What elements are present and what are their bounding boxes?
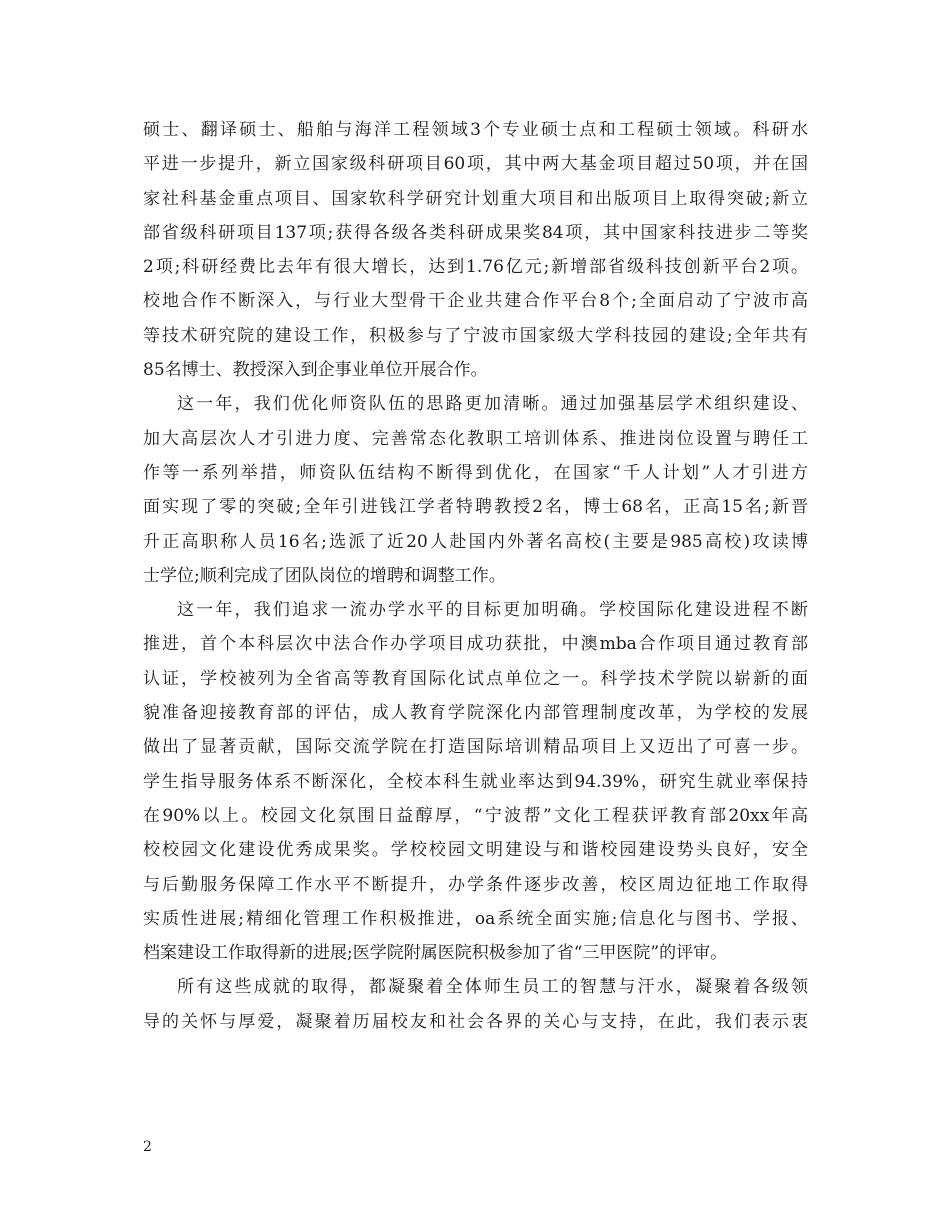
text-line: 在90%以上。校园文化氛围日益醇厚，“宁波帮”文化工程获评教育部20xx年高	[143, 805, 808, 826]
text-line: 导的关怀与厚爱，凝聚着历届校友和社会各界的关心与支持，在此，我们表示衷	[143, 1011, 808, 1032]
text-line: 硕士、翻译硕士、船舶与海洋工程领域3个专业硕士点和工程硕士领域。科研水	[143, 120, 808, 140]
text-line: 等技术研究院的建设工作，积极参与了宁波市国家级大学科技园的建设;全年共有	[143, 325, 808, 346]
text-line: 校校园文化建设优秀成果奖。学校校园文明建设与和谐校园建设势头良好，安全	[143, 840, 808, 861]
text-line: 平进一步提升，新立国家级科研项目60项，其中两大基金项目超过50项，并在国	[143, 154, 808, 175]
text-line: 升正高职称人员16名;选派了近20人赴国内外著名高校(主要是985高校)攻读博	[143, 531, 808, 552]
text-line: 与后勤服务保障工作水平不断提升，办学条件逐步改善，校区周边征地工作取得	[143, 874, 808, 895]
text-line: 部省级科研项目137项;获得各级各类科研成果奖84项，其中国家科技进步二等奖	[143, 222, 808, 243]
text-line: 档案建设工作取得新的进展;医学院附属医院积极参加了省“三甲医院”的评审。	[143, 943, 728, 964]
text-line: 面实现了零的突破;全年引进钱江学者特聘教授2名，博士68名，正高15名;新晋	[143, 497, 808, 518]
page-number: 2	[143, 1139, 152, 1155]
body-text	[143, 113, 808, 1039]
text-line: 加大高层次人才引进力度、完善常态化教职工培训体系、推进岗位设置与聘任工	[143, 428, 808, 449]
text-line: 学生指导服务体系不断深化，全校本科生就业率达到94.39%，研究生就业率保持	[143, 771, 808, 792]
text-line: 做出了显著贡献，国际交流学院在打造国际培训精品项目上又迈出了可喜一步。	[143, 737, 808, 758]
text-line: 这一年，我们优化师资队伍的思路更加清晰。通过加强基层学术组织建设、	[177, 394, 808, 415]
paragraph	[143, 113, 808, 387]
text-line: 士学位;顺利完成了团队岗位的增聘和调整工作。	[143, 565, 506, 586]
text-line: 校地合作不断深入，与行业大型骨干企业共建合作平台8个;全面启动了宁波市高	[143, 291, 808, 312]
text-line: 所有这些成就的取得，都凝聚着全体师生员工的智慧与汗水，凝聚着各级领	[177, 977, 808, 998]
paragraph	[143, 593, 808, 970]
text-line: 实质性进展;精细化管理工作积极推进，oa系统全面实施;信息化与图书、学报、	[143, 908, 808, 929]
text-line: 2项;科研经费比去年有很大增长，达到1.76亿元;新增部省级科技创新平台2项。	[143, 257, 808, 278]
text-line: 家社科基金重点项目、国家软科学研究计划重大项目和出版项目上取得突破;新立	[143, 188, 808, 209]
text-line: 85名博士、教授深入到企事业单位开展合作。	[143, 360, 488, 381]
text-line: 推进，首个本科层次中法合作办学项目成功获批，中澳mba合作项目通过教育部	[143, 634, 808, 655]
text-line: 这一年，我们追求一流办学水平的目标更加明确。学校国际化建设进程不断	[177, 600, 808, 621]
text-line: 作等一系列举措，师资队伍结构不断得到优化，在国家“千人计划”人才引进方	[143, 462, 808, 483]
text-line: 认证，学校被列为全省高等教育国际化试点单位之一。科学技术学院以崭新的面	[143, 668, 808, 689]
paragraph	[143, 970, 808, 1039]
paragraph	[143, 387, 808, 593]
text-line: 貌准备迎接教育部的评估，成人教育学院深化内部管理制度改革，为学校的发展	[143, 703, 808, 724]
